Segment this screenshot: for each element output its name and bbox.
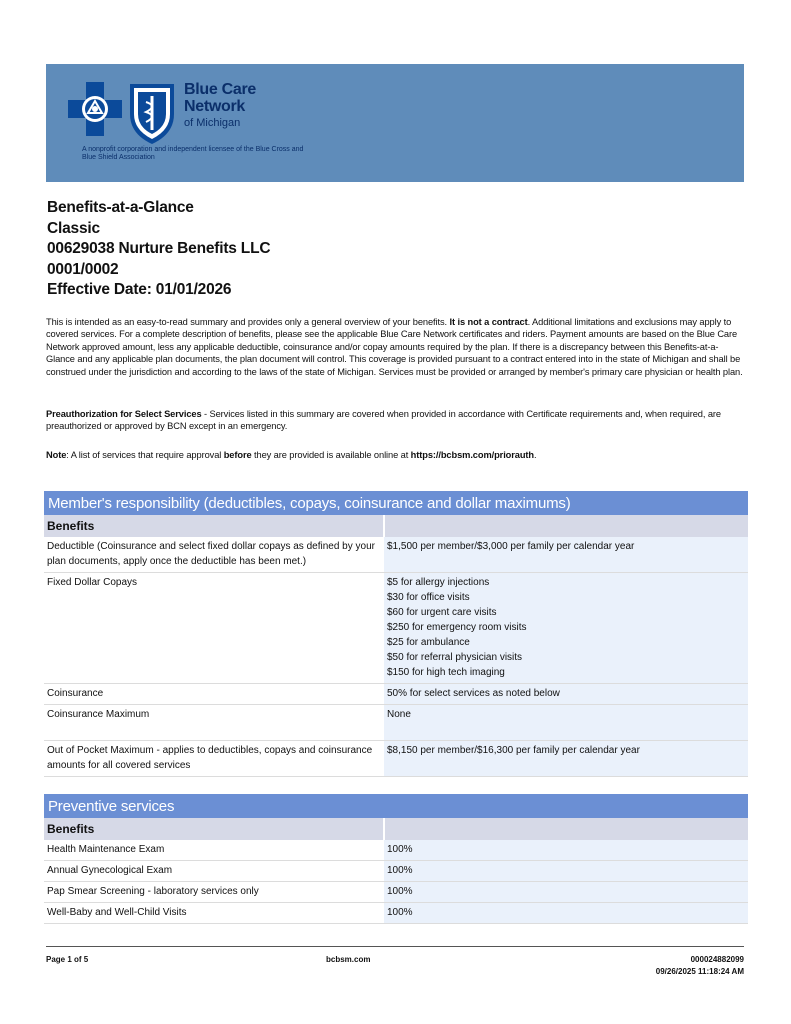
row-label: Out of Pocket Maximum - applies to deductibles, copays and coinsurance amounts for all covered services [44,741,384,777]
table-row [44,537,748,573]
group-name: 00629038 Nurture Benefits LLC [47,240,271,257]
row-value: 50% for select services as noted below [384,684,748,705]
document-title: Benefits-at-a-Glance [47,199,194,216]
row-value: $8,150 per member/$16,300 per family per calendar year [384,741,748,777]
table-row [44,705,748,741]
row-label: Fixed Dollar Copays [44,573,384,684]
brand-name-line2: Network [184,98,246,115]
table-row [44,741,748,777]
table-row [44,861,748,882]
row-value: 100% [384,861,748,882]
member-responsibility-section [44,491,748,777]
section-header: Preventive services [44,794,748,818]
table-row [44,882,748,903]
brand-name-line3: of Michigan [184,117,241,129]
brand-license-note: A nonprofit corporation and independent licensee of the Blue Cross and Blue Shield Association [82,146,304,161]
brand-name [184,82,256,129]
footer-doc-id: 000024882099 [690,955,744,964]
page-number: Page 1 of 5 [46,955,89,964]
column-header-benefits: Benefits [44,818,384,840]
row-value: 100% [384,903,748,924]
row-label: Annual Gynecological Exam [44,861,384,882]
footer-divider [46,946,744,947]
column-header-benefits: Benefits [44,515,384,537]
row-value: 100% [384,882,748,903]
intro-paragraph: This is intended as an easy-to-read summary and provides only a general overview of your benefits. It is not a contract. Additional limitations and exclusions may apply to covered services. For a complete description of benefits, please see the applicable Blue Care Network certificates and riders. Payment amounts are based on the Blue Care Network approved amount, less any applicable deductible, coinsurance and/or copay amounts required by the plan. If there is a discrepancy between this Benefits-at-a-Glance and any applicable plan documents, the plan document will control. This coverage is provided pursuant to a contract entered into in the state of Michigan and shall be construed under the jurisdiction and according to the laws of the state of Michigan. Services must be provided or arranged by member's primary care physician or health plan. [46,317,743,377]
row-label: Pap Smear Screening - laboratory services only [44,882,384,903]
row-label: Deductible (Coinsurance and select fixed dollar copays as defined by your plan documents, apply once the deductible has been met.) [44,537,384,573]
footer-site-link[interactable]: bcbsm.com [326,955,371,964]
table-row [44,903,748,924]
table-row [44,573,748,684]
footer-timestamp: 09/26/2025 11:18:24 AM [655,967,744,976]
column-header-value [384,515,748,537]
table-row [44,840,748,861]
preventive-services-section [44,794,748,924]
brand-name-line1: Blue Care [184,81,256,98]
row-label: Coinsurance [44,684,384,705]
blue-cross-blue-shield-logo-icon [68,82,180,146]
header-banner [46,64,744,182]
row-label: Coinsurance Maximum [44,705,384,741]
row-value: None [384,705,748,741]
preventive-services-table [44,818,748,924]
section-header: Member's responsibility (deductibles, copays, coinsurance and dollar maximums) [44,491,748,515]
row-value: 100% [384,840,748,861]
note-paragraph: Note: A list of services that require approval before they are provided is available online at https://bcbsm.com/priorauth. [46,450,537,460]
document-title-block [47,198,270,301]
plan-name: Classic [47,219,100,237]
prior-auth-link[interactable]: https://bcbsm.com/priorauth [410,450,535,460]
row-label: Well-Baby and Well-Child Visits [44,903,384,924]
group-suffix: 0001/0002 [47,260,119,278]
row-label: Health Maintenance Exam [44,840,384,861]
member-responsibility-table [44,515,748,777]
row-value: $1,500 per member/$3,000 per family per calendar year [384,537,748,573]
row-value: $5 for allergy injections $30 for office visits $60 for urgent care visits $250 for emergency room visits $25 for ambulance $50 for referral physician visits $150 for high tech imaging [384,573,748,684]
effective-date: Effective Date: 01/01/2026 [47,281,232,298]
column-header-value [384,818,748,840]
preauthorization-paragraph: Preauthorization for Select Services - Services listed in this summary are covered when provided in accordance with Certificate requirements and, when required, are preauthorized or approved by BCN except in an emergency. [46,409,721,432]
table-row [44,684,748,705]
